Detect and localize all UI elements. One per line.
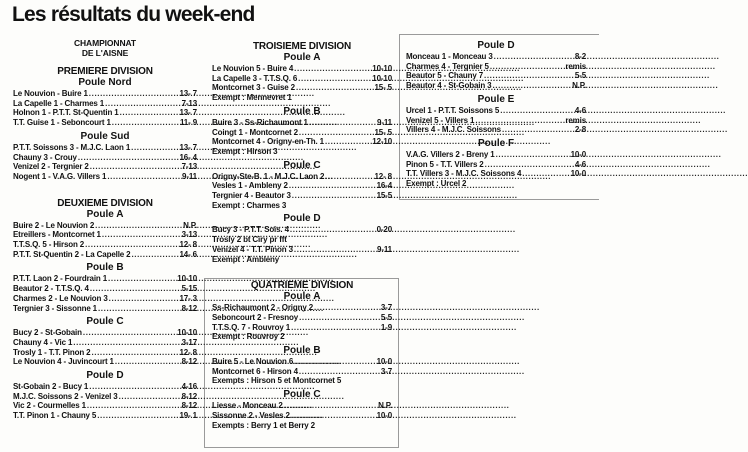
results-column-2 xyxy=(212,41,392,430)
dot-leader xyxy=(91,348,177,358)
results-list xyxy=(212,303,392,342)
dot-leader xyxy=(108,274,175,284)
poule-title: Poule D xyxy=(86,370,124,382)
result-row xyxy=(13,162,197,172)
score-value: 13- 7 xyxy=(179,142,197,152)
result-row xyxy=(13,221,197,231)
match-label: T.T. Pinon 1 - Chauny 5 xyxy=(13,411,97,421)
result-row xyxy=(13,348,197,358)
score-value: 8-12 xyxy=(181,391,197,401)
match-label: Le Nouvion 4 - Juvincourt 1 xyxy=(13,357,114,367)
result-row xyxy=(406,52,586,62)
match-label: Origny-Ste-B. 1 - M.J.C. Laon 2 xyxy=(212,171,325,181)
score-value: 9-11 xyxy=(182,171,197,181)
dot-leader xyxy=(78,153,178,163)
result-note: Exempts : Berry 1 et Berry 2 xyxy=(212,420,315,430)
results-list xyxy=(212,118,392,157)
result-row xyxy=(13,250,197,260)
results-list xyxy=(212,172,392,211)
results-list xyxy=(212,401,392,430)
match-label: Le Nouvion 5 - Buire 4 xyxy=(212,64,294,73)
poule-title: Poule C xyxy=(283,159,321,171)
result-row xyxy=(406,125,586,135)
dot-leader xyxy=(296,83,373,93)
result-row xyxy=(212,245,392,255)
dot-leader xyxy=(325,172,372,182)
match-label: Chauny 4 - Vic 1 xyxy=(13,337,73,347)
score-value: 14- 6 xyxy=(179,249,197,259)
match-label: M.J.C. Soissons 2 - Venizel 3 xyxy=(13,391,118,401)
score-value: 16- 4 xyxy=(179,152,197,162)
result-row xyxy=(212,137,392,147)
result-row xyxy=(212,401,392,411)
dot-leader xyxy=(90,284,180,294)
score-value: 7-13 xyxy=(181,98,197,108)
result-row xyxy=(212,323,392,333)
result-row xyxy=(13,382,197,392)
dot-leader xyxy=(83,328,175,338)
results-list xyxy=(13,274,197,313)
result-row xyxy=(212,172,392,182)
match-label: Nogent 1 - V.A.G. Villers 1 xyxy=(13,171,107,181)
match-label: Buire 5 - Le Nouvion 6 xyxy=(212,357,294,367)
dot-leader xyxy=(85,240,177,250)
poule-title: Poule D xyxy=(283,213,321,225)
score-value: remis xyxy=(565,115,586,125)
score-value: 5-5 xyxy=(574,71,586,81)
division-title: DEUXIEME DIVISION xyxy=(57,197,153,209)
dot-leader xyxy=(89,89,178,99)
division-title: QUATRIEME DIVISION xyxy=(250,280,354,292)
dot-leader xyxy=(294,245,375,255)
match-label: Le Nouvion - Buire 1 xyxy=(13,89,88,98)
score-value: 10-10 xyxy=(177,274,197,284)
poule-title: Poule F xyxy=(477,137,515,149)
division-title: TROISIEME DIVISION xyxy=(252,41,352,52)
result-row xyxy=(212,128,392,138)
results-list xyxy=(406,150,586,189)
result-note: Exempt : Urcel 2 xyxy=(406,179,467,189)
score-value: 8-12 xyxy=(181,357,197,367)
result-row xyxy=(13,99,197,109)
match-label: Seboncourt 2 - Fresnoy xyxy=(212,312,299,322)
score-value: 13- 7 xyxy=(179,89,197,98)
dot-leader xyxy=(98,304,180,314)
result-row xyxy=(212,118,392,128)
result-row xyxy=(13,338,197,348)
dot-leader xyxy=(119,392,180,402)
score-value: remis xyxy=(565,61,586,71)
match-label: T.T. Guise 1 - Seboncourt 1 xyxy=(13,118,111,128)
match-label: P.T.T. Laon 2 - Fourdrain 1 xyxy=(13,274,108,284)
match-label: Bucy 3 - P.T.T. Sois. 4 xyxy=(212,225,289,235)
results-column-1 xyxy=(13,38,197,421)
score-value: 15- 5 xyxy=(374,127,392,137)
dot-leader xyxy=(522,169,568,179)
score-value: N.P. xyxy=(572,81,586,91)
dot-leader xyxy=(87,401,180,411)
result-row xyxy=(212,191,392,201)
result-note: Exempt : Charmes 3 xyxy=(212,200,287,210)
result-row xyxy=(13,274,197,284)
match-label: Montcornet 6 - Hirson 4 xyxy=(212,366,298,376)
score-value: 9-11 xyxy=(377,117,392,127)
championship-title: CHAMPIONNAT xyxy=(73,38,136,48)
results-list xyxy=(13,143,197,182)
match-label: Venizel 2 - Tergnier 2 xyxy=(13,162,89,172)
score-value: 8-12 xyxy=(181,401,197,411)
result-row xyxy=(212,225,392,235)
dot-leader xyxy=(291,411,375,421)
score-value: 4-16 xyxy=(181,382,197,392)
score-value: N.P. xyxy=(183,220,197,230)
result-row xyxy=(13,411,197,421)
dot-leader xyxy=(299,367,379,377)
dot-leader xyxy=(484,71,573,81)
results-list xyxy=(13,328,197,367)
match-label: Vesles 1 - Ambleny 2 xyxy=(212,181,288,191)
result-row xyxy=(212,64,392,74)
dot-leader xyxy=(73,338,179,348)
match-label: Monceau 1 - Monceau 3 xyxy=(406,52,493,61)
result-row xyxy=(212,181,392,191)
match-label: Ss-Richaumont 2 - Origny 2 xyxy=(212,303,314,313)
result-row xyxy=(212,83,392,93)
results-list xyxy=(212,225,392,264)
dot-leader xyxy=(475,116,563,126)
poule-title: Poule A xyxy=(86,208,124,220)
match-label: Montcornet 3 - Guise 2 xyxy=(212,83,295,93)
match-label: La Capelle 3 - T.T.S.Q. 6 xyxy=(212,73,298,83)
result-row xyxy=(406,81,586,91)
poule-title: Poule B xyxy=(283,345,321,357)
match-label: Villers 4 - M.J.C. Soissons xyxy=(406,125,501,135)
score-value: 10-10 xyxy=(372,73,392,83)
score-value: 19- 1 xyxy=(179,411,197,421)
match-label: Buire 3 - Ss-Richaumont 1 xyxy=(212,117,308,127)
dot-leader xyxy=(494,52,573,62)
match-label: P.T.T. Soissons 3 - M.J.C. Laon 1 xyxy=(13,142,131,152)
result-row xyxy=(212,303,392,313)
result-note: Trosly 2 bt Ciry pr fft xyxy=(212,235,287,245)
result-row xyxy=(406,150,586,160)
score-value: 10-0 xyxy=(376,357,392,367)
dot-leader xyxy=(97,411,177,421)
dot-leader xyxy=(485,160,573,170)
match-label: V.A.G. Villers 2 - Breny 1 xyxy=(406,149,495,159)
match-label: T.T.S.Q. 5 - Hirson 2 xyxy=(13,240,85,250)
poule-title: Poule B xyxy=(86,262,124,274)
match-label: Tergnier 4 - Beautor 3 xyxy=(212,191,291,201)
result-note: Exempts : Hirson 5 et Montcornet 5 xyxy=(212,376,342,386)
dot-leader xyxy=(109,294,178,304)
score-value: 10-10 xyxy=(372,64,392,73)
result-row xyxy=(13,401,197,411)
dot-leader xyxy=(284,401,376,411)
page-title: Les résultats du week-end xyxy=(12,3,255,26)
result-row xyxy=(13,304,197,314)
poule-title: Poule Sud xyxy=(80,130,130,142)
match-label: St-Gobain 2 - Bucy 1 xyxy=(13,382,89,392)
poule-title: Poule A xyxy=(283,52,321,63)
results-list xyxy=(13,89,197,128)
match-label: Holnon 1 - P.T.T. St-Quentin 1 xyxy=(13,108,119,118)
result-row xyxy=(13,172,197,182)
match-label: Chauny 3 - Crouy xyxy=(13,152,77,162)
poule-title: Poule E xyxy=(477,93,515,105)
dot-leader xyxy=(291,323,379,333)
result-note: Exempt : Ambleny xyxy=(212,254,280,264)
result-row xyxy=(13,108,197,118)
dot-leader xyxy=(500,106,573,116)
dot-leader xyxy=(107,172,180,182)
result-row xyxy=(212,74,392,84)
score-value: 3-7 xyxy=(380,303,392,313)
results-list xyxy=(406,52,586,91)
score-value: 0-20 xyxy=(376,225,392,235)
dot-leader xyxy=(112,118,178,128)
dot-leader xyxy=(314,303,379,313)
match-label: La Capelle 1 - Charmes 1 xyxy=(13,98,105,108)
score-value: 10-0 xyxy=(570,149,586,159)
score-value: 11- 9 xyxy=(179,118,197,128)
result-row xyxy=(13,357,197,367)
match-label: P.T.T. St-Quentin 2 - La Capelle 2 xyxy=(13,249,131,259)
dot-leader xyxy=(131,143,177,153)
match-label: Urcel 1 - P.T.T. Soissons 5 xyxy=(406,105,500,115)
results-column-3 xyxy=(406,40,586,189)
score-value: 15- 5 xyxy=(374,83,392,93)
dot-leader xyxy=(298,74,370,84)
results-list xyxy=(13,221,197,260)
dot-leader xyxy=(502,125,573,135)
score-value: 12- 8 xyxy=(179,347,197,357)
result-row xyxy=(13,284,197,294)
result-row xyxy=(406,62,586,72)
score-value: 2-8 xyxy=(574,125,586,135)
dot-leader xyxy=(299,313,379,323)
result-note: Exempt : Hirson 3 xyxy=(212,146,278,156)
result-row xyxy=(13,143,197,153)
result-row xyxy=(13,392,197,402)
result-row xyxy=(212,313,392,323)
dot-leader xyxy=(115,357,180,367)
score-value: N.P. xyxy=(378,401,392,411)
match-label: Venizel 5 - Villers 1 xyxy=(406,115,475,125)
score-value: 10-10 xyxy=(177,328,197,338)
score-value: 12- 8 xyxy=(179,240,197,250)
score-value: 3-7 xyxy=(380,366,392,376)
dot-leader xyxy=(90,162,180,172)
score-value: 10-0 xyxy=(376,410,392,420)
result-row xyxy=(212,357,392,367)
score-value: 10-0 xyxy=(570,169,586,179)
score-value: 3-13 xyxy=(181,230,197,240)
score-value: 4-6 xyxy=(574,159,586,169)
dot-leader xyxy=(89,382,179,392)
results-list xyxy=(212,357,392,386)
match-label: Sissonne 2 - Vesles 2 xyxy=(212,410,290,420)
score-value: 8-12 xyxy=(181,303,197,313)
match-label: Buire 2 - Le Nouvion 2 xyxy=(13,220,95,230)
dot-leader xyxy=(105,99,179,109)
match-label: Montcornet 4 - Origny-en-Th. 1 xyxy=(212,137,324,147)
result-row xyxy=(13,89,197,99)
score-value: 5-15 xyxy=(181,284,197,294)
dot-leader xyxy=(131,250,177,260)
match-label: Charmes 2 - Le Nouvion 3 xyxy=(13,293,108,303)
dot-leader xyxy=(294,64,370,74)
match-label: Beautor 4 - St-Gobain 3 xyxy=(406,81,492,91)
results-list xyxy=(212,64,392,103)
match-label: Trosly 1 - T.T. Pinon 2 xyxy=(13,347,91,357)
result-row xyxy=(13,240,197,250)
result-row xyxy=(406,106,586,116)
score-value: 7-13 xyxy=(181,162,197,172)
score-value: 12-10 xyxy=(372,137,392,147)
score-value: 1-9 xyxy=(380,322,392,332)
poule-title: Poule C xyxy=(283,389,321,401)
dot-leader xyxy=(496,150,569,160)
score-value: 12- 8 xyxy=(374,171,392,181)
score-value: 5-5 xyxy=(380,312,392,322)
score-value: 3-17 xyxy=(181,337,197,347)
results-list xyxy=(13,382,197,421)
results-list xyxy=(406,106,586,135)
result-row xyxy=(13,153,197,163)
result-row xyxy=(406,160,586,170)
dot-leader xyxy=(292,191,375,201)
match-label: Etreillers - Montcornet 1 xyxy=(13,230,101,240)
match-label: Beautor 2 - T.T.S.Q. 4 xyxy=(13,284,89,294)
match-label: Liesse - Monceau 2 xyxy=(212,401,283,411)
match-label: Tergnier 3 - Sissonne 1 xyxy=(13,303,97,313)
poule-title: Poule D xyxy=(477,40,515,51)
dot-leader xyxy=(309,118,375,128)
dot-leader xyxy=(325,137,370,147)
poule-title: Poule A xyxy=(283,291,321,303)
match-label: Bucy 2 - St-Gobain xyxy=(13,328,82,338)
dot-leader xyxy=(120,108,178,118)
match-label: Coingt 1 - Montcornet 2 xyxy=(212,127,298,137)
match-label: Pinon 5 - T.T. Villers 2 xyxy=(406,159,484,169)
result-row xyxy=(13,328,197,338)
score-value: 4-6 xyxy=(574,105,586,115)
dot-leader xyxy=(294,357,374,367)
score-value: 16-4 xyxy=(376,181,392,191)
result-note: Exempt : Mennevret 1 xyxy=(212,93,292,103)
dot-leader xyxy=(492,81,570,91)
dot-leader xyxy=(290,225,375,235)
result-row xyxy=(13,118,197,128)
result-row xyxy=(212,367,392,377)
dot-leader xyxy=(490,62,564,72)
score-value: 8-2 xyxy=(574,52,586,61)
division-title: PREMIERE DIVISION xyxy=(57,66,153,77)
result-row xyxy=(406,116,586,126)
result-note: Exempt : Rouvroy 2 xyxy=(212,332,285,342)
score-value: 15-5 xyxy=(376,191,392,201)
result-row xyxy=(13,230,197,240)
match-label: Vic 2 - Courmelles 1 xyxy=(13,401,86,411)
result-row xyxy=(13,294,197,304)
result-row xyxy=(406,71,586,81)
result-row xyxy=(406,169,586,179)
match-label: Venizel 4 - T.T. Pinon 3 xyxy=(212,244,293,254)
championship-title: DE L'AISNE xyxy=(81,48,129,58)
dot-leader xyxy=(95,221,181,231)
score-value: 13- 7 xyxy=(179,108,197,118)
dot-leader xyxy=(299,128,373,138)
match-label: T.T. Villers 3 - M.J.C. Soissons 4 xyxy=(406,169,522,179)
poule-title: Poule B xyxy=(283,105,321,117)
score-value: 9-11 xyxy=(377,244,392,254)
dot-leader xyxy=(289,181,375,191)
poule-title: Poule Nord xyxy=(78,77,132,88)
poule-title: Poule C xyxy=(86,316,124,328)
match-label: Beautor 5 - Chauny 7 xyxy=(406,71,484,81)
score-value: 17- 3 xyxy=(179,293,197,303)
result-row xyxy=(212,411,392,421)
match-label: Charmes 4 - Tergnier 5 xyxy=(406,61,489,71)
dot-leader xyxy=(102,230,180,240)
match-label: T.T.S.Q. 7 - Rouvroy 1 xyxy=(212,322,291,332)
